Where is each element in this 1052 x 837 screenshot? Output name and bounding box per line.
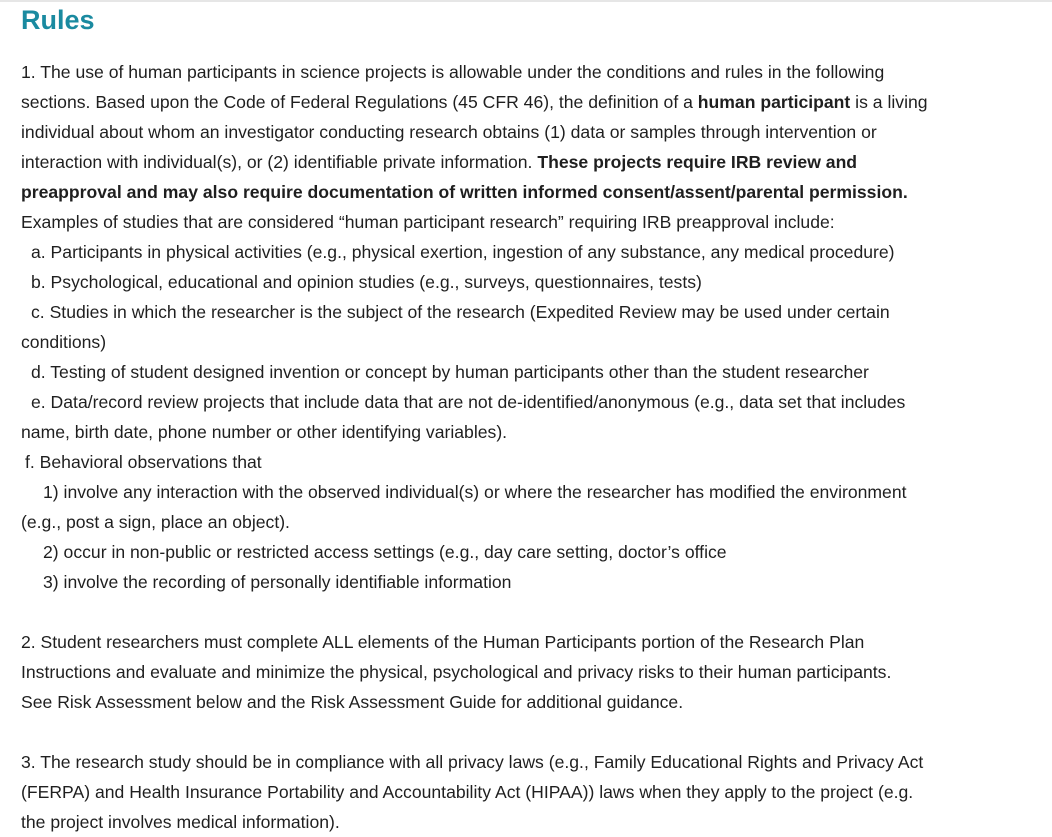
rules-body (21, 57, 1031, 837)
list-item-c: c. Studies in which the researcher is the subject of the research (Expedited Review may be used under certain (31, 302, 890, 322)
rule-2-line-1: 2. Student researchers must complete ALL elements of the Human Participants portion of the Research Plan (21, 632, 865, 652)
rule-1-line-1: 1. The use of human participants in science projects is allowable under the conditions and rules in the following (21, 62, 885, 82)
irb-requirement-bold: These projects require IRB review and (537, 152, 858, 172)
rule-1-line-5: preapproval and may also require documentation of written informed consent/assent/parental permission. (21, 182, 908, 202)
list-item-d: d. Testing of student designed invention or concept by human participants other than the student researcher (31, 362, 869, 382)
page-title: Rules (21, 5, 95, 35)
rules-section (21, 0, 1031, 837)
rule-3-line-2: (FERPA) and Health Insurance Portability and Accountability Act (HIPAA)) laws when they apply to the project (e.g. (21, 782, 914, 802)
list-item-e: e. Data/record review projects that include data that are not de-identified/anonymous (e.g., data set that includes (31, 392, 906, 412)
rule-1-line-6: Examples of studies that are considered “human participant research” requiring IRB preapproval include: (21, 212, 835, 232)
list-item-f: f. Behavioral observations that (25, 452, 262, 472)
sub-item-f1-cont: (e.g., post a sign, place an object). (21, 512, 290, 532)
list-item-c-cont: conditions) (21, 332, 107, 352)
rule-3-line-1: 3. The research study should be in compliance with all privacy laws (e.g., Family Educational Rights and Privacy Act (21, 752, 924, 772)
human-participant-term: human participant (697, 92, 851, 112)
list-item-a: a. Participants in physical activities (e.g., physical exertion, ingestion of any substance, any medical procedure) (31, 242, 895, 262)
rule-2-line-3: See Risk Assessment below and the Risk Assessment Guide for additional guidance. (21, 692, 684, 712)
rule-1-line-4: interaction with individual(s), or (2) identifiable private information. These projects require IRB review and (21, 152, 858, 172)
rule-3-line-3: the project involves medical information). (21, 812, 340, 832)
sub-item-f3: 3) involve the recording of personally identifiable information (43, 572, 512, 592)
list-item-e-cont: name, birth date, phone number or other identifying variables). (21, 422, 508, 442)
rule-1-line-2: sections. Based upon the Code of Federal Regulations (45 CFR 46), the definition of a human participant is a living (21, 92, 928, 112)
rule-1-line-3: individual about whom an investigator conducting research obtains (1) data or samples through intervention or (21, 122, 877, 142)
sub-item-f2: 2) occur in non-public or restricted access settings (e.g., day care setting, doctor’s office (43, 542, 727, 562)
sub-item-f1: 1) involve any interaction with the observed individual(s) or where the researcher has modified the environment (43, 482, 907, 502)
list-item-b: b. Psychological, educational and opinion studies (e.g., surveys, questionnaires, tests) (31, 272, 702, 292)
rule-2-line-2: Instructions and evaluate and minimize the physical, psychological and privacy risks to their human participants. (21, 662, 892, 682)
